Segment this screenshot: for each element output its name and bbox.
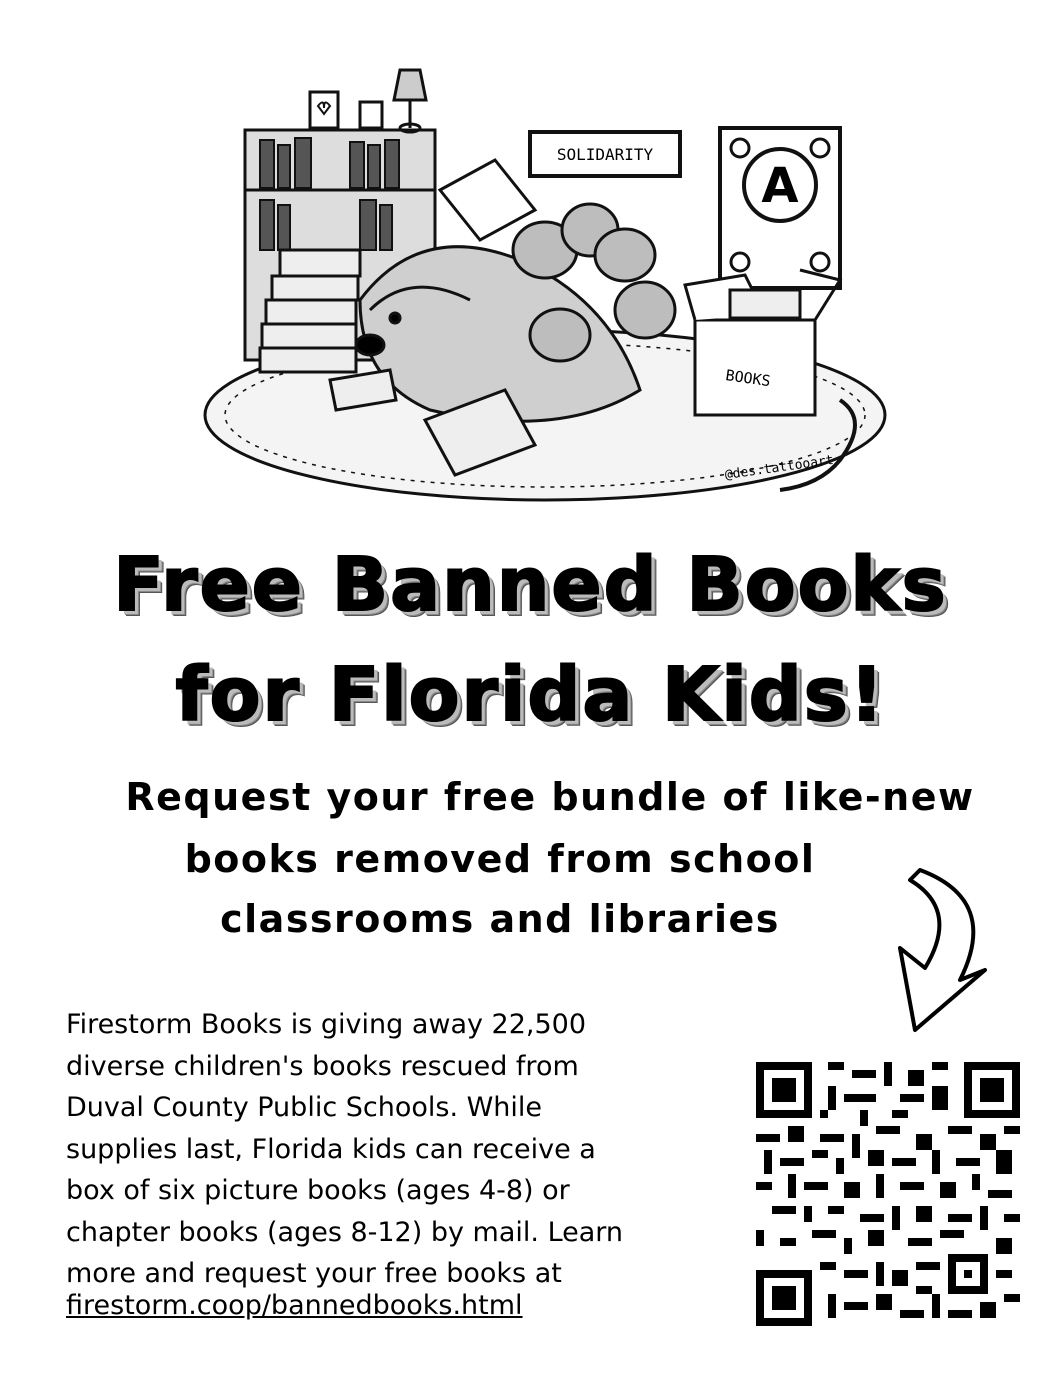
qr-code-icon[interactable]	[756, 1062, 1020, 1326]
subheadline-line-1: Request your free bundle of like-new	[125, 775, 975, 819]
svg-text:BOOKS: BOOKS	[724, 366, 772, 391]
svg-text:SOLIDARITY: SOLIDARITY	[556, 145, 654, 164]
headline-line-2: for Florida Kids!	[175, 652, 886, 738]
svg-text:A: A	[761, 158, 799, 214]
curved-down-arrow-icon	[890, 860, 1000, 1040]
bannedbooks-link[interactable]: firestorm.coop/bannedbooks.html	[66, 1290, 523, 1321]
description-paragraph: Firestorm Books is giving away 22,500 diverse children's books rescued from Duval County Public Schools. While supplies last, Florida kids can receive a box of six picture books (ages 4-8) or chapter books (ages 8-12) by mail. Learn more and request your free books at	[66, 1009, 624, 1289]
headline-line-1: Free Banned Books	[113, 542, 948, 628]
opossum-reading-illustration	[200, 50, 900, 520]
subheadline-line-2: books removed from school	[184, 837, 816, 881]
subheadline-line-3: classrooms and libraries	[220, 897, 780, 941]
artist-credit: @des.tattooart	[723, 452, 835, 483]
